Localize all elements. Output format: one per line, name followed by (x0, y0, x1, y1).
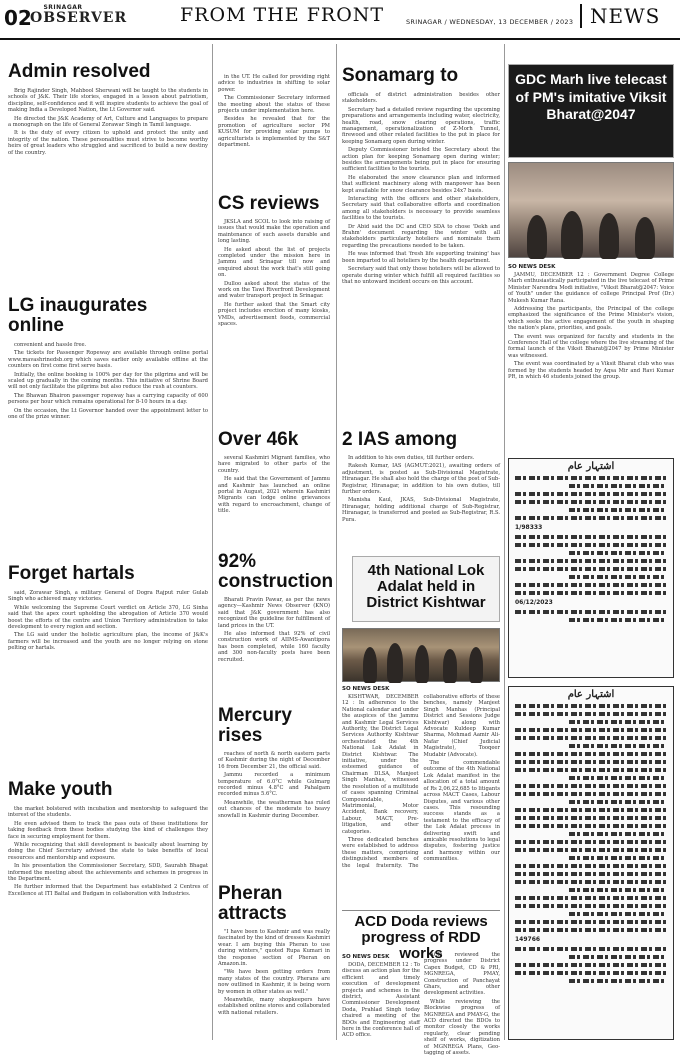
headline: Pheran attracts (218, 883, 287, 924)
column-divider (336, 44, 337, 1040)
paragraph: convenient and hassle free. (14, 341, 87, 348)
paragraph: Dr Abid said the DC and CEO SDA to chose 'Dekh and Brahm' document regarding the winter with all stakeholders particularly hoteliers and nominate them regarding the precautions needed to be taken. (342, 223, 500, 249)
column-1 (8, 44, 208, 1040)
story-body (8, 806, 208, 897)
story-body (8, 590, 208, 652)
gdc-photo (508, 162, 674, 258)
story-gdc-marh (508, 262, 674, 446)
headline: Forget hartals (8, 563, 135, 584)
paragraph: "I have been to Kashmir and was really fascinated by the kind of dresses Kashmiri wear. I am buying this Pheran to use during winters," quoted Rupa Kumari in the response section of Pheran on Amazon.in. (218, 928, 330, 967)
paragraph: He further informed that the Department has established 2 Centres of Excellence at ITI Baltal and Budgam in collaboration with Industries. (8, 884, 208, 897)
paragraph: the market bolstered with incubation and mentorship to safeguard the interest of the students. (8, 805, 208, 819)
paragraph: "We have been getting orders from many states of the country. Pherans are now outlined in Kashmir, it is being worn by women in other states as well." (218, 969, 330, 995)
paragraph: The commendable outcome of the 4th National Lok Adalat manifest in the allocation of a total amount of Rs 2,06,22,685 to litigants across MACT Cases, Labour Disputes, and various other cases. This resounding success stands as a testament to the efficacy of the Lok Adalat process in delivering swift and amicable resolutions to legal disputes, fostering justice and harmony within our communities. (423, 760, 500, 863)
lok-adalat-headline-box (352, 556, 500, 622)
story-admin-resolved (8, 62, 208, 302)
story-sonamarg (342, 66, 500, 444)
paragraph: He elaborated the snow clearance plan and informed that sufficient machinery along with manpower has been kept available for snow clearance besides 24x7 basis. (342, 174, 500, 194)
paragraph: Secretary had a detailed review regarding the upcoming preparations and arrangements including water, electricity, health, road, snow clearing operations, traffic management, operationalization of Z-Morh Tunnel, firewood and other related facilities to the put in place for keeping Sonamarg open during winter. (342, 106, 500, 145)
story-2-ias (342, 430, 500, 540)
paragraph: JAMMU, DECEMBER 12 : Government Degree College Marh enthusiastically participated in the live telecast of Prime Minister Narendra Modi initiative, "Viksit Bharat@2047: Voice of Youth" under the guidance of college Principal Prof (Dr.) Mukesh Kumar Rana. (508, 272, 674, 304)
headline: CS reviews (218, 193, 320, 214)
story-body (218, 597, 330, 663)
column-4 (508, 44, 674, 1040)
story-body (8, 88, 208, 156)
paragraph: Meanwhile, many shopkeepers have established online stores and collaborated with national retailers. (218, 996, 330, 1016)
story-lg-inaugurates (8, 296, 208, 576)
byline: SO NEWS DESK (508, 264, 556, 270)
paragraph: Deputy Commissioner briefed the Secretary about the action plan for keeping Sonamarg open during winter; besides the arrangements being put in place for ensuring sufficient facilities to the tourists. (342, 147, 500, 173)
story-92-construction (218, 551, 334, 702)
logo-big-text: OBSERVER (30, 10, 128, 26)
story-make-youth (8, 780, 208, 1040)
paragraph: The event was organized for faculty and students in the Conference Hall of the college where the live streaming of the formal launch of the Viksit Bharat@2047 by Prime Minister was witnessed. (508, 333, 674, 359)
section-title: FROM THE FRONT (180, 4, 385, 26)
paragraph: Three dedicated benches were established to address these matters, comprising distinguished members of the legal fraternity. The collaborative efforts of these benches, namely Manjeet Singh Manhas (Principal District and Sessions Judge Kishtwar) along with Advocate Kuldeep Kumar Sharma, Mohmad Aamir Ali-Nafar (Chief Judicial Magistrate), Tooqeer Mudabir (Advocate). (342, 694, 500, 869)
ad-number: 1/98333 (515, 524, 543, 531)
page-number: 02 (4, 6, 32, 30)
column-3 (342, 44, 500, 1057)
column-2 (218, 44, 334, 1040)
paragraph: reaches of north & north eastern parts of Kashmir during the night of December 16 from December 21, the official said. (218, 750, 330, 770)
logo-small-text: SRINAGAR (43, 4, 83, 11)
story-body (218, 929, 330, 1016)
story-body (342, 694, 500, 869)
story-body (218, 455, 330, 515)
story-body (218, 219, 330, 328)
section-right-label: NEWS (580, 4, 660, 28)
story-body (8, 342, 208, 420)
headline: Admin resolved (8, 61, 151, 82)
paragraph: Bharati Pravin Pawar, as per the news agency—Kashmir News Observer (KNO) said that J&K government has also recognized the guideline for fulfillment of land prices in the UT. (218, 596, 330, 629)
ad-title: اشتہار عام (567, 461, 615, 472)
paragraph: The tickets for Passenger Ropeway are available through online portal www.mavashrinedsb.org which saves earlier only available offline at the counters on first come first serve basis. (8, 350, 208, 370)
headline: LG inaugurates online (8, 295, 148, 336)
paragraph: He even advised them to track the pass outs of these institutions for taking feedback from these bodies studying the kind of challenges they face in securing employment for them. (8, 820, 208, 840)
paragraph: Addressing the participants, the Principal of the college emphasized the significance of the Prime Minister's vision, which seeks the active engagement of the youth in shaping the nation's plans, priorities, and goals. (508, 306, 674, 332)
paragraph: KISHTWAR, DECEMBER 12 : In adherence to the National calendar and under the auspices of the Jammu and Kashmir Legal Services Authority, the District Legal Services Authority Kishtwar orchestrated the 4th National Lok Adalat in District Kishtwar. The initiative, under the esteemed guidance of Chairman DLSA, Manjeet Singh Manhas, witnessed the resolution of a multitude of cases spanning Criminal Compoundable, Matrimonial, Motor Accident, Bank recovery, Labour, MACT, Pre-litigation, and other categories. (342, 694, 419, 835)
paragraph: On the occasion, the Lt Governor handed over the appointment letter to one of the prize winner. (8, 407, 208, 420)
paragraph: said, Zorawar Singh, a military General of Dogra Rajput ruler Gulab Singh who achieved many victories. (8, 589, 208, 603)
story-body (342, 962, 420, 1039)
story-body (508, 272, 674, 381)
headline: Sonamarg to (342, 65, 459, 86)
paragraph: He said that the Government of Jammu and Kashmir has launched an online portal in August, 2021 wherein Kashmiri Migrants can lodge online grievances with regard to encroachment, change of title. (218, 476, 330, 515)
story-forget-hartals (8, 564, 208, 764)
paragraph: In addition to his own duties, till further orders. (348, 454, 475, 461)
column-divider (212, 44, 213, 1040)
story-body (218, 74, 330, 148)
byline: SO NEWS DESK (342, 686, 390, 692)
story-pheran-attracts (218, 884, 330, 1040)
dateline: SRINAGAR / WEDNESDAY, 13 DECEMBER / 2023 (406, 18, 574, 26)
ad-number: 149766 (515, 936, 541, 943)
paragraph: Rakesh Kumar, IAS (AGMUT:2021), awaiting orders of adjustment, is posted as Sub-Divisional Magistrate, Hiranagar. He shall also hold the charge of the post of Sub-Registrar, Hiranagar, in addition to his own duties, till further orders. (342, 463, 500, 495)
headline: Make youth (8, 779, 113, 800)
paragraph: DODA, DECEMBER 12 : To discuss an action plan for the efficient and timely execution of development projects and schemes in the district, Assistant Commissioner Development Doda, Prahlad Singh today chaired a meeting of the BDOs and Engineering staff here in the conference hall of ACD office. (342, 962, 420, 1039)
byline: SO NEWS DESK (342, 954, 390, 960)
paragraph: It is the duty of every citizen to uphold and protect the unity and integrity of the nation. These personalities must strive to become worthy heirs of great leaders who struggled and sacrificed to build a new destiny of the country. (8, 130, 208, 156)
story-mercury-rises (218, 706, 330, 866)
headline: Over 46k (218, 429, 299, 450)
lok-adalat-photo (342, 628, 500, 682)
paragraph: He asked about the list of projects completed under the mission here in Jammu and Srinagar till now and enquired about the work that's still going on. (218, 246, 330, 279)
ad-title: اشتہار عام (567, 689, 615, 700)
paragraph: several Kashmiri Migrant families, who have migrated to other parts of the country. (218, 454, 330, 474)
headline: GDC Marh live telecast of PM's imitative Viksit Bharat@2047 (515, 71, 667, 122)
paragraph: in the UT. He called for providing right advice to industries in shifting to solar power. (218, 74, 330, 93)
paragraph: Brig Rajinder Singh, Mahbool Sherwani will be taught to the students in schools of J&K. Their life stories, engaged in a lesson about patriotism, discipline, self-confidence and it will inspire students to achieve the goal of making India a Developed Nation, the Lt Governor said. (8, 87, 208, 114)
urdu-classified-ad (508, 458, 674, 678)
paragraph: He further asked that the Smart city project includes erection of many kiosks, VMDs, advertisement feeds, commercial spaces. (218, 301, 330, 328)
paragraph: Secretary said that only those hoteliers will be allowed to operate during winter which fulfill all required facilities so that no untoward incident occurs on this account. (342, 266, 500, 285)
paragraph: The Commissioner Secretary informed the meeting about the status of these projects under implementation here. (218, 95, 330, 115)
paragraph: officials of district administration besides other stakeholders. (342, 91, 500, 105)
paragraph: ACD reviewed the progress under District Capex Budget, CD & PRI, MGNREGA, PMAY, Construction of Panchayat Ghars, and other development activities. (424, 952, 500, 997)
paragraph: Dulloo asked about the status of the work on the Tawi Riverfront Development and water transport project in Srinagar. (218, 280, 330, 300)
ad-date: 06/12/2023 (515, 599, 553, 606)
acd-right-column (424, 952, 500, 1057)
headline: Mercury rises (218, 705, 292, 746)
newspaper-logo (30, 4, 128, 26)
paragraph: He also informed that 92% of civil construction work of AIIMS-Awantipora has been completed, while 160 faculty and 300 non-faculty posts have been recruited. (218, 630, 330, 663)
paragraph: Besides he revealed that for the promotion of agriculture sector PM KUSUM for providing solar pumps to agriculturists is implemented by the S&T department. (218, 116, 330, 149)
acd-left-column (342, 952, 420, 1040)
story-body (342, 455, 500, 523)
story-body (342, 92, 500, 285)
paragraph: Interacting with the officers and other stakeholders, Secretary said that collaborative efforts and coordination among all stakeholders is necessary to provide seamless facilities to the tourists. (342, 196, 500, 222)
column-divider (504, 44, 505, 1040)
paragraph: While welcoming the Supreme Court verdict on Article 370, LG Sinha said that the apex court upholding the abrogation of Article 370 would boost the efforts of the centre and Union Territory administration to take development to every region and section. (8, 604, 208, 630)
masthead (0, 0, 680, 40)
paragraph: The event was coordinated by a Viksit Bharat club who was formed by the students headed by Aqsa Mir and Ravi Kumar PR, in which 46 students joined the group. (508, 361, 674, 381)
story-cs-reviews (218, 194, 330, 434)
paragraph: Jammu recorded a minimum temperature of 6.0°C while Gulmarg recorded minus 4.8°C and Pahalgam recorded minus 5.6°C. (218, 772, 330, 798)
paragraph: JKSLA and SCOL to look into raising of issues that would make the operation and maintenance of such assets durable and long lasting. (218, 218, 330, 245)
urdu-classified-ad (508, 686, 674, 1040)
paragraph: The Bhawan Bhairon passenger ropeway has a carrying capacity of 600 persons per hour which remains operational for 8-10 hours in a day. (8, 392, 208, 406)
story-lok-adalat (342, 684, 500, 906)
paragraph: The LG said under the holistic agriculture plan, the income of J&K's farmers will be increased and the youth are no longer relying on stone pelting or hartals. (8, 632, 208, 652)
story-body (218, 751, 330, 819)
paragraph: Meanwhile, the weatherman has ruled out chances of the moderate to heavy snowfall in Kashmir during December. (218, 799, 330, 819)
headline: 2 IAS among (342, 429, 458, 450)
story-over-46k (218, 430, 330, 550)
paragraph: He directed the J&K Academy of Art, Culture and Languages to prepare a monograph on the life of General Zorawar Singh in Tamil language. (8, 115, 208, 128)
paragraph: Initially, the online booking is 100% per day for the pilgrims and will be scaled up gradually in the coming months. This initiative of Shrine Board will not only facilitate the pilgrims but also reduce the rush at counters. (8, 371, 208, 391)
paragraph: While recognizing that skill development is basically about learning by doing the Chief Secretary advised the state to take benefits of local resources and mentorship and exposure. (8, 841, 208, 861)
headline: 92% construction (218, 551, 334, 592)
gdc-headline-box (508, 64, 674, 158)
paragraph: He was informed that 'fresh life supporting training' has been imparted to all hoteliers by the health department. (342, 251, 500, 264)
headline: 4th National Lok Adalat held in District Kishtwar (366, 562, 486, 611)
paragraph: Manisha Kaul, JKAS, Sub-Divisional Magistrate, Hiranagar, holding additional charge of Sub-Registrar, Hiranagar, is transferred and posted as Sub-Registrar, R.S. Pura. (342, 497, 500, 523)
paragraph: In his presentation the Commissioner Secretary, SDD, Saurabh Bhagat informed the meeting about the achievements and schemes in progress in the Department. (8, 863, 208, 882)
paragraph: While reviewing the Blockwise progress of MGNREGA and PMAY-G, the ACD directed the BDOs to monitor closely the works regularly, clear pending shelf of works, digitization of MGNREGA Plans, Geo-tagging of assets. (424, 998, 500, 1057)
headline: ACD Doda reviews progress of RDD works (354, 913, 488, 962)
story-acd-doda (342, 952, 500, 1057)
